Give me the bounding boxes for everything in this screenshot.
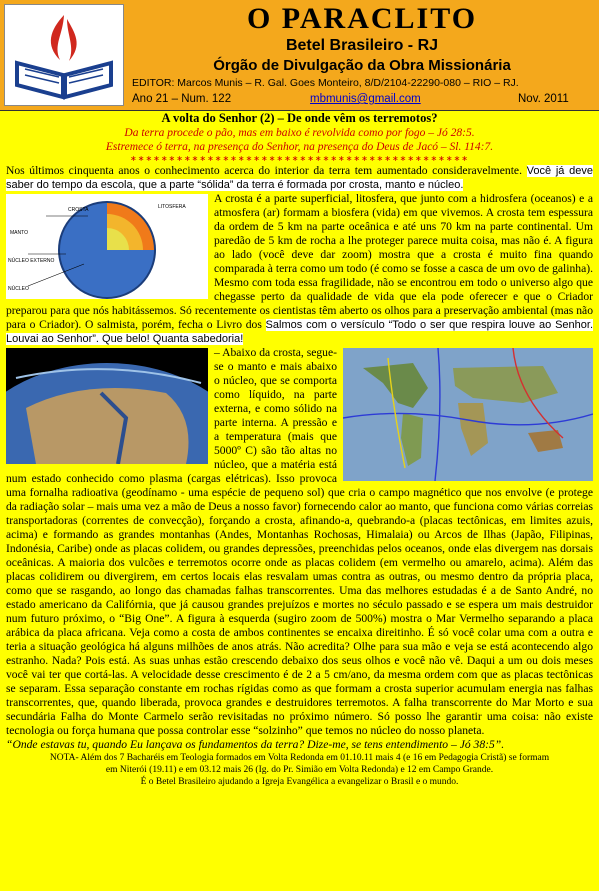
article: [6, 110, 593, 788]
article-headline: A volta do Senhor (2) – De onde vêm os terremotos?: [161, 111, 438, 125]
intro-text: Nos últimos cinquenta anos o conhecimento acerca do interior da terra tem aumentado consideravelmente.: [6, 164, 522, 177]
paragraph-intro: [6, 164, 593, 192]
email-link[interactable]: mbmunis@gmail.com: [310, 93, 421, 105]
masthead: [0, 0, 599, 111]
red-sea-satellite-photo: [6, 348, 208, 464]
crosta-text: A crosta é a parte superficial, litosfera, que junto com a hidrosfera (oceanos) e a atmosfera (ar) formam a biosfera (vida) em que vivemos. A crosta tem espessura da ordem de 5 km na parte oceânica e até uns 70 km na parte continental. Um paredão de 5 km de rocha a lhe proteger parece muita coisa, mas não é. A figura ao lado (você deve dar zoom) mostra que a crosta é muito fina quando comparada à terra como um todo (é como se fosse a casca de um ovo de galinha). Mesmo com toda essa fragilidade, não se encontrou em todo o universo algo que chegasse perto da qualidade de vida que ela pode oferecer e que o Criador preparou para que nós habitássemos. Só recentemente os cientistas têm aberto os olhos para a preservação ambiental (mas não para o Criador). O salmista, porém, fecha o Livro dos: [6, 192, 593, 331]
label-nucleo-externo: NÚCLEO EXTERNO: [8, 258, 55, 264]
verse-job: Da terra procede o pão, mas em baixo é revolvida como por fogo – Jó 28:5.: [124, 127, 475, 139]
issue-number: Ano 21 – Num. 122: [132, 93, 232, 105]
editor-line: EDITOR: Marcos Munis – R. Gal. Goes Monteiro, 8/D/2104-22290-080 – RIO – RJ.: [132, 77, 519, 89]
separator: ∗∗∗∗∗∗∗∗∗∗∗∗∗∗∗∗∗∗∗∗∗∗∗∗∗∗∗∗∗∗∗∗∗∗∗∗∗∗∗∗∗∗∗∗: [130, 154, 469, 163]
logo-open-bible-flame-icon: [4, 4, 124, 106]
newsletter-subtitle: Betel Brasileiro - RJ: [285, 37, 439, 54]
paragraph-tectonics: – Abaixo da crosta, segue-se o manto e mais abaixo o núcleo, que se comporta como líquido, na parte externa, e como sólido na parte interna. A pressão e a temperatura (mais que 5000º C) são tão altas no núcleo, que a matéria está num estado conhecido como plasma (cargas elétricas). Isso provoca uma fornalha radioativa (geodínamo - uma espécie de pequeno sol) que cria o campo magnético que nos envolve (e protege da radiação solar – mais uma vez a mão de Deus a nosso favor) fornecendo calor ao manto, que funciona como várias correias transportadoras (correntes de convecção), forçando a crosta, afinando-a, quebrando-a (placas tectônicas, em limites azuis, acima) e formando as grandes montanhas (Andes, Montanhas Rochosas, Himalaia) ou Arcos de Ilhas (Japão, Filipinas, Indonésia, Caribe) onde as placas colidem, ou grandes depressões, preenchidas pelos oceanos, onde elas divergem nas dorsais oceânicas. A maioria dos vulcões e terremotos ocorre onde as placas colidem (em vermelho ou amarelo, acima). Além das placas colidirem ou divergirem, em certos locais elas resvalam umas contra as outras, ou mesmo dentro da própria placa, como que se rasgando, ao longo das chamadas falhas transcorrentes. Uma das melhores estudadas é a de Santo André, no estado americano da Califórnia, que já causou grandes prejuízos e mortes no século passado e se espera um mais destruidor num futuro próximo, o “Big One”. A figura à esquerda (sugiro zoom de 500%) mostra o Mar Vermelho separando a placa arábica da placa africana. Veja como a costa de ambos continentes se encaixa direitinho. É só você colar uma com a outra e teria a situação geológica há alguns milhões de anos atrás. Não acredita? Olhe para sua mão e veja se está acontecendo algo estranho. Nada? Pois está. As suas unhas estão crescendo debaixo dos seus olhos e você não vê. Daqui a um ou dois meses você vai ter que cortá-las. A velocidade desse crescimento é de 2 a 5 cm/ano, da mesma ordem com que as placas tectônicas se separam. Essa separação constante em rochas rígidas como as que formam a crosta superior acumulam energia nas falhas transcorrentes, que, quando liberada, provoca grandes e destruidores terremotos. A falha transcorrente do Mar Morto e sua secundária Falha do Monte Carmelo serão revisitadas no próximo número. Só posso lhe garantir uma coisa: não existe tecnologia ou força humana que possa controlar esse “solzinho” que temos no núcleo do nosso planeta.: [6, 346, 593, 737]
earth-layers-figure: [6, 194, 208, 299]
newsletter-organ: Órgão de Divulgação da Obra Missionária: [213, 57, 511, 74]
verse-psalm: Estremece ó terra, na presença do Senhor, na presença do Deus de Jacó – Sl. 114:7.: [105, 141, 494, 153]
tectonic-plates-map: [343, 348, 593, 481]
newsletter-title: O PARACLITO: [246, 2, 478, 35]
closing-quote: “Onde estavas tu, quando Eu lançava os fundamentos da terra? Dize-me, se tens entendimento – Jó 38:5”.: [6, 738, 505, 751]
note-line-1: NOTA- Além dos 7 Bacharéis em Teologia formados em Volta Redonda em 01.10.11 mais 4 (e 16 em Pedagogia Cristã) se formam: [49, 753, 550, 763]
issue-date: Nov. 2011: [518, 93, 569, 105]
note-line-2: em Niterói (19.11) e em 03.12 mais 26 (Ig. do Pr. Simião em Volta Redonda) e 12 em Campo Grande.: [105, 765, 494, 775]
psalm-highlight: Salmos com o versículo “Todo o ser que respira louve ao Senhor. Louvai ao Senhor”. Que belo! Quanta sabedoria!: [6, 319, 593, 345]
label-crosta: CROSTA: [68, 207, 89, 213]
label-manto: MANTO: [10, 230, 28, 236]
note-line-3: É o Betel Brasileiro ajudando a Igreja Evangélica a evangelizar o Brasil e o mundo.: [140, 777, 459, 787]
label-litosfera: LITOSFERA: [158, 204, 186, 210]
intro-highlight: Você já deve saber do tempo da escola, que a parte “sólida” da terra é formada por crosta, manto e núcleo.: [6, 165, 593, 191]
label-nucleo: NÚCLEO: [8, 286, 29, 292]
